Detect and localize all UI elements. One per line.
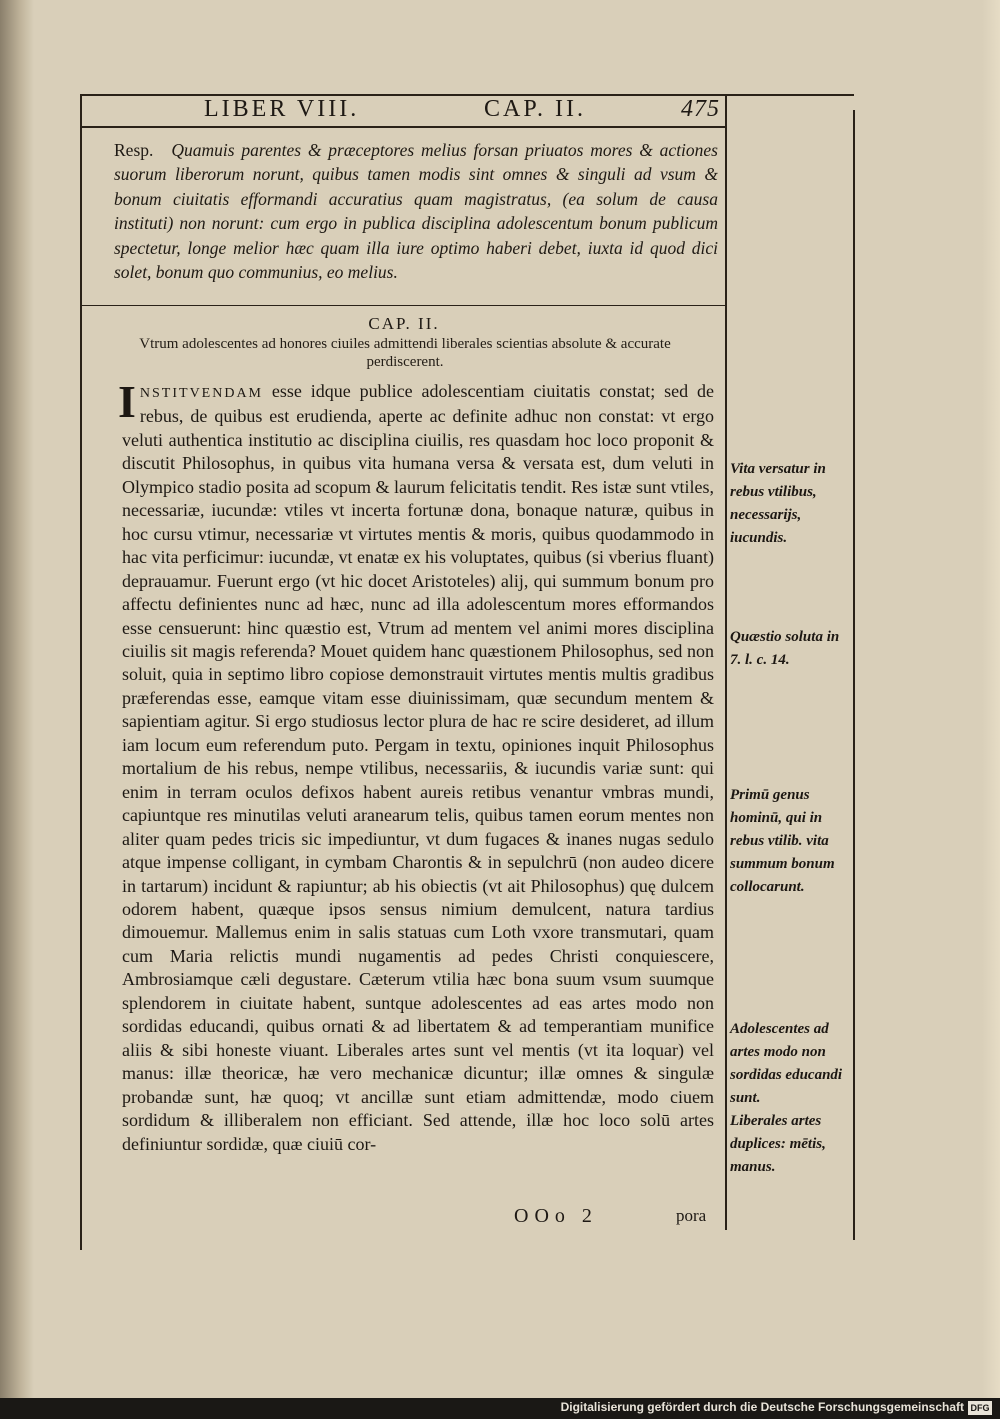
footer-bar xyxy=(0,1398,1000,1419)
main-text xyxy=(118,376,714,1156)
marginal-note: Primū genus hominū, qui in rebus vtilib. vita summum bonum collocarunt. xyxy=(730,787,835,895)
running-head-book: LIBER VIII. xyxy=(204,96,360,122)
marginal-note: Adolescentes ad artes modo non sordidas educandi sunt. xyxy=(730,1021,843,1106)
page-outer-edge xyxy=(982,0,1000,1398)
frame-rule-head xyxy=(80,126,725,128)
running-head xyxy=(84,96,724,126)
page-binding-edge xyxy=(0,0,34,1398)
opening-word: NSTITVENDAM xyxy=(139,386,264,401)
chapter-summary: Vtrum adolescentes ad honores ciuiles admittendi liberales scientias absolute & accurate perdiscerent. xyxy=(139,336,671,370)
frame-rule-resp xyxy=(80,305,725,306)
page-number: 475 xyxy=(681,96,720,122)
marginal-note: Quæstio soluta in 7. l. c. 14. xyxy=(730,629,840,668)
frame-rule-right xyxy=(853,110,855,1240)
footer-credit: Digitalisierung gefördert durch die Deutsche Forschungsgemeinschaft xyxy=(560,1400,964,1414)
marginal-note: Liberales artes duplices: mētis, manus. xyxy=(730,1113,826,1175)
catchword: pora xyxy=(676,1206,707,1225)
response-label: Resp. xyxy=(114,140,154,160)
drop-capital: I xyxy=(118,376,136,427)
response-text: Quamuis parentes & præceptores melius forsan priuatos mores & actiones suorum liberorum norunt, quibus tamen modis sint omnes & singuli ad vsum & bonum ciuitatis efformandi accuratius quam magistratus, (ea solum de causa instituti) non norunt: cum ergo in publica disciplina adolescentum bonum publicum spectetur, longe melior hæc quam illa iure optimo haberi debet, iuxta id quod dici solet, bonum quo communius, eo melius. xyxy=(114,140,718,283)
frame-rule-left xyxy=(80,94,82,1250)
response-paragraph xyxy=(114,138,718,284)
dfg-logo: DFG xyxy=(968,1401,992,1415)
chapter-heading: CAP. II. xyxy=(368,314,440,333)
frame-rule-margin xyxy=(725,94,727,1230)
marginal-note: Vita versatur in rebus vtilibus, necessarijs, iucundis. xyxy=(730,461,826,546)
running-head-chapter: CAP. II. xyxy=(484,96,587,122)
main-text-body: esse idque publice adolescentiam ciuitatis constat; sed de rebus, de quibus est erudienda, aperte ac definite adhuc non constat: vt ergo veluti authentica institutio ac disciplina ciuilis, res quasdam hoc loco proponit & discutit Philosophus, in quibus vita humana versa & versata est, dum veluti in Olympico stadio posita ad scopum & laurum felicitatis tendit. Res istæ sunt vtiles, necessariæ, iucundæ: vtiles vt incerta fortunæ dona, bonaque naturæ, quibus in hoc cursu vtimur, necessariæ vt virtutes mentis & moris, quibus quodammodo in hac vita perficimur: iucundæ, vt enatæ ex his voluptates, quibus (si vberius fluant) deprauamur. Fuerunt ergo (vt hic docet Aristoteles) alij, qui summum bonum pro affectu definientes nunc ad hæc, nunc ad illa adolescentum mores efformandos esse censuerunt: hinc quæstio est, Vtrum ad mentem vel animi mores disciplina ciuilis sit magis referenda? Mouet quidem hanc quæstionem Philosophus, sed non soluit, quia in septimo libro copiose demonstrauit virtutes mentis multis gradibus præferendas esse, eamque vitam esse diuinissimam, quæ secundum mentem & sapientiam agitur. Si ergo studiosus lector plura de hac re scire desideret, ad illum iam locum eum referendum puto. Pergam in textu, opiniones inquit Philosophus mortalium de his rebus, nempe vtilibus, necessariis, & iucundis variæ sunt: qui enim in terram oculos defixos habent aureis retibus venantur vmbras mundi, capiuntque res minutilas veluti aranearum telis, quibus tamen eorum mentes non aliter quam pedes tricis sic impediuntur, vt dum fugaces & inanes nugas sedulo atque impense colligant, in cymbam Charontis & in sepulchrū (non audeo dicere in tartarum) incidunt & rapiuntur; ab his obiectis (vt ait Philosophus) quę dulcem odorem habent, quæque ipsos sensus nimium demulcent, natura tardius dimouemur. Mallemus enim in salis statuas cum Loth vxore transmutari, quam cum Maria relictis mundi nugamentis ad pedes Christi conquiescere, Ambrosiamque cæli degustare. Cæterum vtilia hæc bona suum vsum suumque splendorem in ciuitate habent, suntque adolescentes ad eas artes modo non sordidas educandi, quibus ornati & ad libertatem & ad temperantiam munifice aliis & sibi honeste viuant. Liberales artes sunt vel mentis (vt ita loquar) vel manus: illæ theoricæ, hæ vero mechanicæ dicuntur; illæ omnes & singulæ probandæ sunt, hæ quoq; vt ancillæ sunt etiam admittendæ, modo ciuem sordidum & illiberalem non efficiant. Sed attende, illæ hoc loco solū artes definiuntur sordidæ, quæ ciuiū cor- xyxy=(122,381,714,1154)
signature-mark: OOo 2 xyxy=(514,1205,598,1227)
